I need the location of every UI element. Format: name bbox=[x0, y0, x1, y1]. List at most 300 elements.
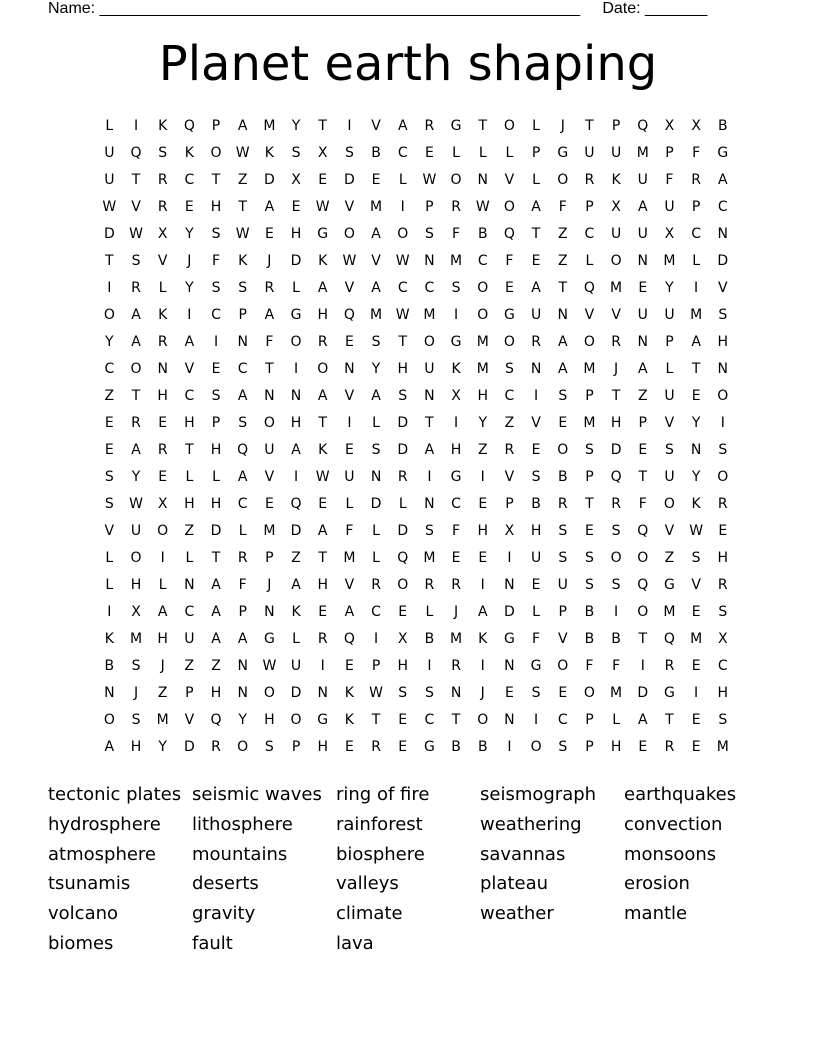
grid-letter: P bbox=[691, 198, 701, 215]
grid-letter: P bbox=[585, 387, 594, 404]
grid-letter: F bbox=[532, 630, 541, 647]
grid-row bbox=[96, 274, 736, 301]
grid-letter: N bbox=[264, 387, 275, 404]
grid-letter: A bbox=[291, 441, 301, 458]
grid-letter: E bbox=[531, 441, 541, 458]
grid-letter: E bbox=[478, 549, 488, 566]
grid-letter: E bbox=[424, 144, 434, 161]
grid-letter: X bbox=[611, 198, 621, 215]
grid-letter: O bbox=[637, 603, 649, 620]
grid-letter: C bbox=[184, 171, 195, 188]
grid-letter: I bbox=[347, 414, 352, 431]
grid-letter: S bbox=[665, 441, 674, 458]
grid-letter: A bbox=[157, 603, 168, 620]
grid-letter: O bbox=[610, 252, 622, 269]
grid-letter: J bbox=[267, 252, 272, 269]
grid-letter: S bbox=[131, 252, 141, 269]
grid-letter: B bbox=[557, 468, 568, 485]
grid-letter: U bbox=[290, 657, 302, 674]
grid-letter: U bbox=[584, 144, 595, 161]
grid-letter: T bbox=[131, 387, 141, 404]
grid-letter: B bbox=[584, 630, 595, 647]
grid-letter: V bbox=[344, 198, 355, 215]
grid-letter: M bbox=[583, 360, 596, 377]
grid-letter: A bbox=[237, 630, 248, 647]
grid-letter: R bbox=[211, 738, 221, 755]
grid-letter: M bbox=[129, 630, 143, 647]
word-list-item: volcano bbox=[48, 903, 119, 925]
grid-letter: S bbox=[611, 576, 621, 593]
grid-letter: U bbox=[557, 576, 568, 593]
grid-letter: A bbox=[131, 306, 141, 323]
grid-letter: S bbox=[504, 360, 514, 377]
grid-letter: V bbox=[691, 576, 701, 593]
grid-letter: X bbox=[157, 495, 168, 512]
grid-letter: Y bbox=[665, 279, 674, 296]
grid-letter: A bbox=[424, 441, 435, 458]
grid-letter: N bbox=[104, 684, 115, 701]
grid-letter: E bbox=[451, 549, 461, 566]
grid-letter: N bbox=[557, 306, 568, 323]
grid-letter: E bbox=[398, 711, 408, 728]
grid-letter: G bbox=[557, 144, 569, 161]
word-list-item: valleys bbox=[336, 873, 399, 895]
grid-letter: C bbox=[371, 603, 381, 620]
grid-letter: W bbox=[235, 225, 250, 242]
grid-letter: O bbox=[343, 225, 355, 242]
grid-letter: T bbox=[691, 360, 701, 377]
grid-letter: S bbox=[211, 387, 221, 404]
word-list-item: tsunamis bbox=[48, 873, 131, 895]
grid-letter: S bbox=[344, 144, 354, 161]
grid-row bbox=[96, 139, 736, 166]
grid-letter: E bbox=[558, 684, 568, 701]
grid-letter: M bbox=[663, 603, 676, 620]
grid-letter: Z bbox=[477, 441, 488, 458]
grid-letter: S bbox=[558, 549, 568, 566]
grid-letter: D bbox=[637, 684, 649, 701]
word-list-item: seismic waves bbox=[192, 784, 322, 805]
grid-letter: C bbox=[717, 198, 728, 215]
grid-letter: H bbox=[184, 414, 195, 431]
grid-letter: A bbox=[211, 630, 221, 647]
grid-letter: A bbox=[131, 441, 141, 458]
grid-row bbox=[96, 409, 736, 436]
grid-letter: K bbox=[158, 306, 168, 323]
grid-letter: K bbox=[478, 630, 488, 647]
grid-letter: L bbox=[158, 576, 167, 593]
grid-letter: M bbox=[263, 522, 276, 539]
grid-letter: A bbox=[104, 738, 115, 755]
grid-letter: O bbox=[210, 144, 222, 161]
word-list-item: weathering bbox=[480, 813, 582, 835]
grid-row bbox=[96, 652, 736, 679]
grid-letter: R bbox=[317, 630, 328, 647]
grid-letter: P bbox=[585, 738, 594, 755]
grid-letter: Y bbox=[691, 414, 701, 431]
grid-letter: Q bbox=[183, 117, 195, 134]
grid-letter: N bbox=[717, 360, 729, 377]
grid-letter: F bbox=[505, 252, 514, 269]
grid-letter: O bbox=[423, 333, 435, 350]
grid-letter: A bbox=[371, 387, 381, 404]
grid-letter: A bbox=[131, 333, 141, 350]
grid-letter: S bbox=[211, 279, 221, 296]
grid-letter: E bbox=[104, 414, 114, 431]
grid-letter: U bbox=[664, 468, 675, 485]
grid-letter: I bbox=[480, 468, 485, 485]
grid-letter: N bbox=[157, 360, 168, 377]
grid-letter: T bbox=[131, 171, 141, 188]
grid-letter: A bbox=[637, 360, 648, 377]
grid-letter: E bbox=[104, 441, 114, 458]
grid-letter: K bbox=[158, 117, 168, 134]
grid-letter: R bbox=[691, 171, 701, 188]
grid-letter: W bbox=[262, 657, 277, 674]
grid-letter: V bbox=[531, 414, 541, 431]
grid-letter: J bbox=[560, 117, 565, 134]
grid-letter: N bbox=[424, 495, 435, 512]
word-list-item: convection bbox=[624, 813, 723, 835]
grid-letter: S bbox=[398, 387, 408, 404]
grid-letter: S bbox=[291, 144, 301, 161]
grid-letter: E bbox=[691, 711, 701, 728]
grid-letter: F bbox=[452, 225, 461, 242]
grid-letter: T bbox=[318, 414, 327, 431]
grid-letter: A bbox=[237, 468, 248, 485]
grid-letter: R bbox=[611, 495, 621, 512]
grid-letter: N bbox=[264, 603, 275, 620]
grid-letter: P bbox=[665, 144, 674, 161]
grid-letter: I bbox=[347, 117, 352, 134]
grid-row bbox=[96, 112, 736, 139]
grid-letter: R bbox=[131, 279, 141, 296]
grid-letter: L bbox=[532, 171, 540, 188]
grid-letter: H bbox=[610, 414, 622, 431]
grid-letter: R bbox=[611, 333, 621, 350]
grid-letter: F bbox=[558, 198, 567, 215]
grid-letter: S bbox=[264, 738, 274, 755]
grid-letter: A bbox=[211, 603, 221, 620]
grid-letter: P bbox=[505, 495, 514, 512]
grid-letter: M bbox=[636, 144, 649, 161]
grid-letter: P bbox=[531, 144, 541, 161]
grid-letter: L bbox=[505, 144, 514, 161]
grid-letter: Z bbox=[184, 657, 195, 674]
grid-letter: E bbox=[344, 657, 354, 674]
grid-letter: I bbox=[107, 279, 112, 296]
grid-letter: C bbox=[397, 279, 408, 296]
grid-row bbox=[96, 598, 736, 625]
grid-letter: E bbox=[211, 360, 221, 377]
grid-letter: A bbox=[397, 117, 408, 134]
grid-letter: A bbox=[637, 711, 648, 728]
grid-letter: M bbox=[263, 117, 276, 134]
grid-letter: X bbox=[397, 630, 408, 647]
grid-letter: S bbox=[238, 414, 248, 431]
grid-letter: Z bbox=[211, 657, 221, 674]
grid-letter: M bbox=[690, 630, 703, 647]
word-list-item: gravity bbox=[192, 903, 256, 925]
grid-letter: R bbox=[451, 576, 461, 593]
grid-letter: I bbox=[320, 657, 325, 674]
grid-letter: N bbox=[370, 468, 382, 485]
grid-letter: S bbox=[131, 657, 141, 674]
grid-letter: F bbox=[585, 657, 594, 674]
grid-letter: E bbox=[371, 171, 381, 188]
grid-letter: L bbox=[532, 117, 540, 134]
grid-letter: A bbox=[211, 576, 221, 593]
grid-letter: O bbox=[397, 576, 409, 593]
grid-letter: A bbox=[317, 279, 328, 296]
grid-letter: Z bbox=[291, 549, 301, 566]
grid-letter: Q bbox=[637, 522, 649, 539]
grid-letter: O bbox=[477, 306, 489, 323]
grid-letter: Y bbox=[691, 468, 701, 485]
grid-letter: T bbox=[531, 225, 541, 242]
grid-row bbox=[96, 247, 736, 274]
grid-letter: N bbox=[717, 225, 729, 242]
grid-letter: O bbox=[237, 738, 249, 755]
grid-letter: D bbox=[183, 738, 195, 755]
grid-letter: N bbox=[504, 657, 515, 674]
word-list-item: ring of fire bbox=[336, 784, 430, 805]
grid-letter: H bbox=[477, 387, 488, 404]
grid-letter: C bbox=[237, 360, 248, 377]
grid-letter: V bbox=[718, 279, 728, 296]
grid-letter: E bbox=[531, 252, 541, 269]
grid-letter: A bbox=[317, 522, 328, 539]
grid-letter: V bbox=[344, 387, 355, 404]
grid-letter: P bbox=[238, 306, 247, 323]
grid-letter: S bbox=[718, 306, 728, 323]
grid-letter: E bbox=[691, 738, 701, 755]
grid-letter: K bbox=[318, 441, 328, 458]
grid-letter: O bbox=[130, 360, 142, 377]
grid-letter: E bbox=[158, 468, 168, 485]
grid-letter: G bbox=[263, 630, 275, 647]
word-list-item: fault bbox=[192, 932, 233, 954]
grid-letter: U bbox=[664, 387, 675, 404]
grid-letter: V bbox=[264, 468, 275, 485]
grid-letter: I bbox=[293, 360, 299, 377]
grid-letter: A bbox=[637, 198, 648, 215]
grid-letter: I bbox=[534, 711, 539, 728]
grid-letter: F bbox=[665, 171, 674, 188]
grid-letter: J bbox=[133, 684, 139, 701]
grid-letter: I bbox=[160, 549, 165, 566]
grid-letter: X bbox=[451, 387, 461, 404]
grid-letter: X bbox=[664, 117, 675, 134]
word-list-item: biomes bbox=[48, 932, 114, 954]
grid-letter: K bbox=[691, 495, 701, 512]
grid-letter: R bbox=[531, 333, 541, 350]
grid-letter: S bbox=[531, 468, 541, 485]
grid-letter: I bbox=[640, 657, 645, 674]
grid-letter: N bbox=[690, 441, 702, 458]
word-list-item: monsoons bbox=[624, 843, 717, 865]
grid-letter: M bbox=[370, 198, 383, 215]
grid-letter: E bbox=[344, 441, 354, 458]
grid-letter: O bbox=[610, 549, 622, 566]
grid-letter: P bbox=[371, 657, 381, 674]
grid-letter: I bbox=[480, 576, 485, 593]
grid-letter: T bbox=[265, 360, 274, 377]
grid-letter: D bbox=[263, 171, 275, 188]
grid-letter: Q bbox=[637, 576, 649, 593]
grid-letter: A bbox=[371, 279, 381, 296]
word-list-item: deserts bbox=[192, 873, 259, 895]
grid-letter: L bbox=[238, 522, 247, 539]
grid-letter: H bbox=[317, 738, 328, 755]
grid-letter: O bbox=[557, 441, 569, 458]
grid-letter: O bbox=[717, 387, 729, 404]
grid-row bbox=[96, 706, 736, 733]
grid-letter: U bbox=[344, 468, 355, 485]
grid-letter: B bbox=[104, 657, 115, 674]
grid-letter: S bbox=[558, 387, 568, 404]
grid-letter: I bbox=[507, 549, 512, 566]
grid-letter: P bbox=[291, 738, 301, 755]
grid-letter: D bbox=[504, 603, 515, 620]
grid-row bbox=[96, 220, 736, 247]
grid-letter: R bbox=[264, 279, 275, 296]
grid-letter: L bbox=[292, 279, 300, 296]
grid-letter: O bbox=[637, 549, 649, 566]
grid-letter: I bbox=[614, 603, 619, 620]
grid-letter: A bbox=[344, 603, 355, 620]
grid-letter: K bbox=[318, 252, 328, 269]
word-list-item: mantle bbox=[624, 903, 688, 925]
grid-letter: V bbox=[184, 711, 195, 728]
grid-letter: N bbox=[424, 252, 435, 269]
grid-letter: A bbox=[531, 198, 541, 215]
grid-letter: Q bbox=[237, 441, 249, 458]
grid-row bbox=[96, 382, 736, 409]
grid-letter: P bbox=[211, 117, 221, 134]
grid-letter: M bbox=[450, 630, 463, 647]
grid-letter: V bbox=[344, 279, 355, 296]
grid-letter: Q bbox=[343, 630, 355, 647]
grid-letter: W bbox=[422, 171, 437, 188]
word-list-item: lithosphere bbox=[192, 813, 293, 835]
grid-letter: W bbox=[689, 522, 704, 539]
grid-letter: G bbox=[503, 306, 515, 323]
grid-letter: E bbox=[638, 279, 648, 296]
grid-letter: Q bbox=[503, 225, 515, 242]
grid-letter: Y bbox=[185, 279, 194, 296]
grid-letter: S bbox=[718, 441, 728, 458]
grid-letter: M bbox=[476, 360, 489, 377]
grid-letter: L bbox=[585, 252, 594, 269]
grid-letter: I bbox=[427, 468, 432, 485]
grid-letter: I bbox=[694, 684, 699, 701]
grid-letter: V bbox=[504, 468, 515, 485]
grid-letter: K bbox=[344, 711, 354, 728]
grid-letter: O bbox=[717, 468, 729, 485]
grid-letter: C bbox=[504, 387, 515, 404]
grid-letter: W bbox=[342, 252, 357, 269]
grid-letter: C bbox=[424, 279, 435, 296]
grid-letter: Y bbox=[158, 738, 167, 755]
grid-letter: G bbox=[664, 576, 675, 593]
grid-letter: M bbox=[583, 414, 596, 431]
grid-letter: L bbox=[105, 576, 114, 593]
grid-letter: R bbox=[397, 468, 408, 485]
grid-letter: Y bbox=[185, 225, 194, 242]
grid-letter: S bbox=[424, 522, 434, 539]
grid-letter: S bbox=[104, 468, 114, 485]
grid-letter: T bbox=[585, 495, 594, 512]
grid-letter: M bbox=[156, 711, 169, 728]
grid-letter: Q bbox=[343, 306, 355, 323]
grid-letter: H bbox=[397, 360, 408, 377]
grid-letter: I bbox=[454, 306, 459, 323]
grid-letter: P bbox=[585, 711, 594, 728]
grid-letter: D bbox=[343, 171, 355, 188]
grid-letter: W bbox=[475, 198, 490, 215]
grid-letter: U bbox=[130, 522, 142, 539]
grid-letter: S bbox=[611, 522, 621, 539]
grid-letter: G bbox=[530, 657, 542, 674]
grid-letter: R bbox=[664, 738, 675, 755]
grid-letter: U bbox=[530, 306, 542, 323]
grid-letter: S bbox=[424, 225, 434, 242]
grid-letter: B bbox=[584, 603, 595, 620]
grid-letter: H bbox=[290, 225, 302, 242]
grid-letter: Z bbox=[504, 414, 515, 431]
grid-letter: Y bbox=[291, 117, 301, 134]
grid-letter: R bbox=[157, 198, 168, 215]
word-list-item: earthquakes bbox=[624, 784, 737, 805]
grid-letter: H bbox=[317, 306, 328, 323]
grid-letter: J bbox=[454, 603, 459, 620]
grid-letter: A bbox=[557, 333, 568, 350]
grid-letter: C bbox=[184, 603, 195, 620]
grid-letter: Z bbox=[557, 225, 568, 242]
grid-letter: T bbox=[558, 279, 568, 296]
grid-letter: H bbox=[317, 576, 328, 593]
grid-letter: K bbox=[344, 684, 354, 701]
grid-letter: Z bbox=[557, 252, 568, 269]
grid-letter: O bbox=[663, 495, 675, 512]
grid-letter: E bbox=[504, 684, 514, 701]
grid-row bbox=[96, 166, 736, 193]
grid-letter: O bbox=[583, 333, 595, 350]
grid-letter: S bbox=[558, 738, 568, 755]
grid-letter: R bbox=[317, 333, 328, 350]
grid-letter: S bbox=[424, 684, 434, 701]
grid-letter: G bbox=[290, 306, 302, 323]
grid-letter: R bbox=[157, 171, 168, 188]
grid-letter: M bbox=[370, 306, 383, 323]
grid-letter: H bbox=[717, 549, 729, 566]
grid-letter: H bbox=[130, 576, 142, 593]
grid-letter: I bbox=[480, 657, 485, 674]
grid-letter: G bbox=[503, 630, 515, 647]
grid-letter: R bbox=[424, 576, 435, 593]
grid-letter: S bbox=[584, 576, 594, 593]
grid-letter: L bbox=[478, 144, 487, 161]
grid-letter: L bbox=[532, 603, 540, 620]
grid-letter: N bbox=[477, 171, 488, 188]
grid-letter: F bbox=[452, 522, 461, 539]
grid-letter: S bbox=[158, 144, 168, 161]
grid-letter: E bbox=[638, 441, 648, 458]
grid-letter: E bbox=[691, 603, 701, 620]
grid-letter: E bbox=[264, 495, 274, 512]
grid-letter: C bbox=[477, 252, 488, 269]
